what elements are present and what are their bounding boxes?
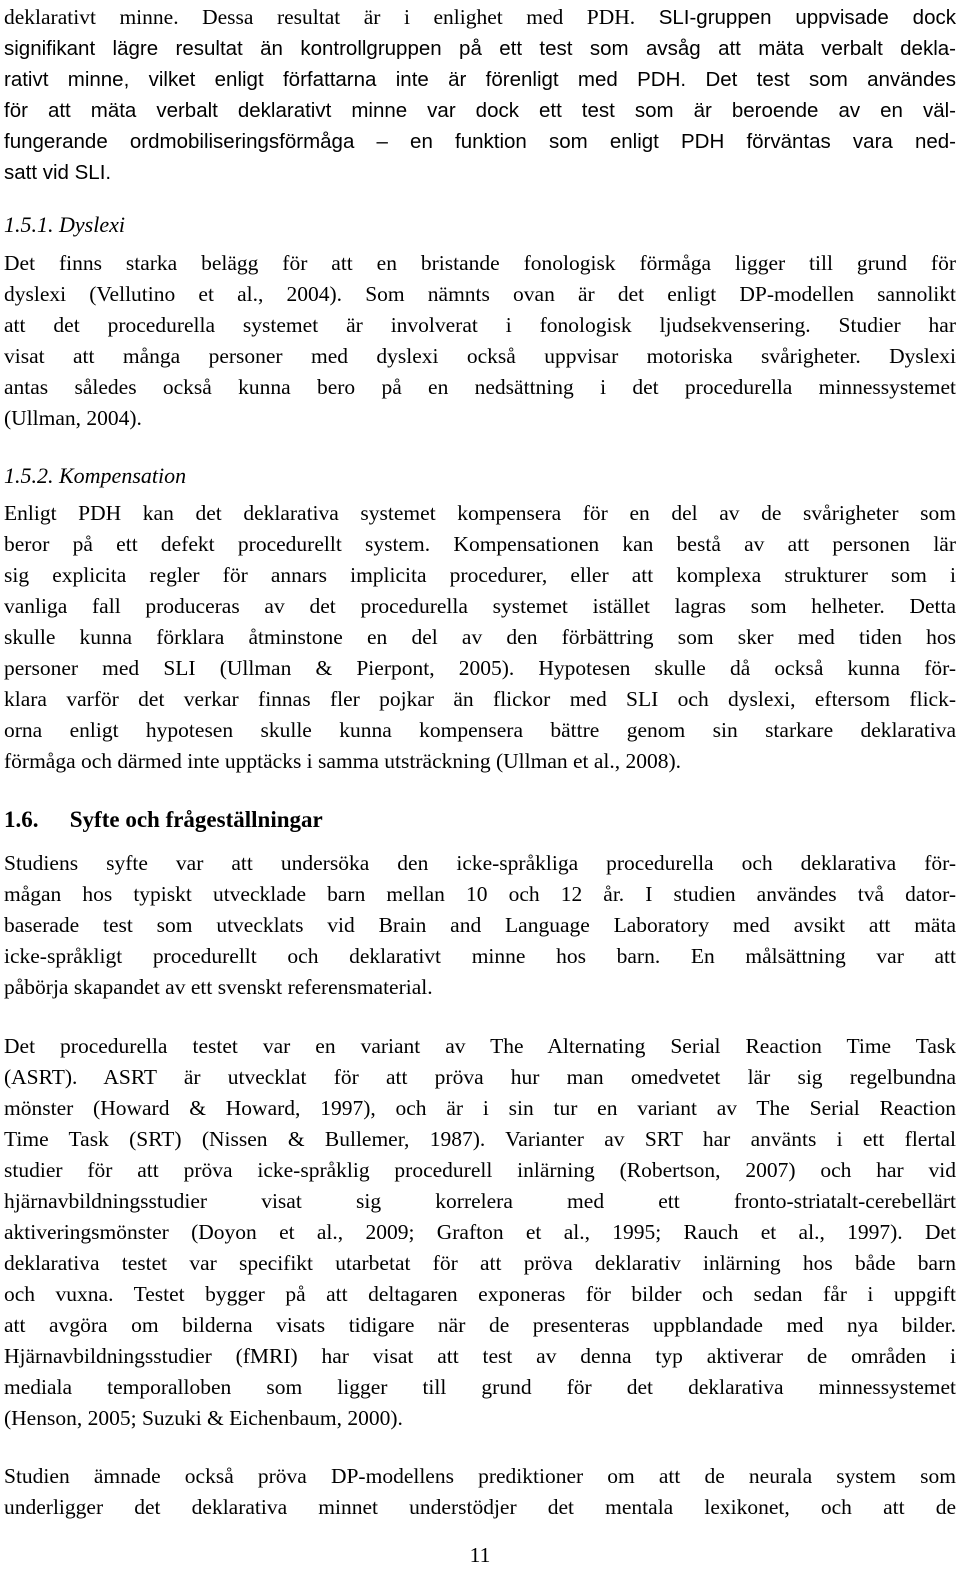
text-segment: förmåga och därmed inte upptäcks i samma utsträckning (Ullman et al., 2008). bbox=[4, 749, 682, 773]
text-segment: aktiveringsmönster (Doyon et al., 2009; Grafton et al., 1995; Rauch et al., 1997). bbox=[4, 1220, 925, 1244]
text-line bbox=[4, 279, 956, 310]
text-line bbox=[4, 2, 956, 33]
text-segment: Enligt PDH kan det deklarativa systemet kompensera för en del av de svårigheter som bbox=[4, 501, 956, 525]
text-segment: dyslexi (Vellutino et al., 2004). bbox=[4, 282, 366, 306]
text-segment: Studiens syfte var att undersöka den icke-språkliga procedurella och deklarativa för- bbox=[4, 851, 956, 875]
page-number: 11 bbox=[469, 1543, 491, 1567]
text-segment: fungerande ordmobiliseringsförmåga – en funktion som enligt PDH förväntas vara ned- bbox=[4, 130, 956, 153]
text-segment: Varianter av SRT har använts i ett flertal bbox=[505, 1127, 956, 1151]
text-line bbox=[4, 33, 956, 64]
section-number: 1.5.1. bbox=[4, 212, 54, 237]
text-line bbox=[4, 715, 956, 746]
text-segment: klara varför det verkar finnas fler pojkar än flickor med SLI och dyslexi, eftersom flick- bbox=[4, 687, 956, 711]
paragraph-pdh-results bbox=[4, 2, 956, 188]
text-line bbox=[4, 126, 956, 157]
text-segment: deklarativa testet var specifikt utarbetat för att pröva deklarativ inlärning hos både barn bbox=[4, 1251, 956, 1275]
text-segment: Dyslexi bbox=[889, 344, 956, 368]
text-segment: satt vid SLI. bbox=[4, 161, 112, 184]
text-segment: Testet bygger på att deltagaren exponeras för bilder och sedan får i uppgift bbox=[133, 1282, 957, 1306]
paragraph-dp-modellen bbox=[4, 1461, 956, 1523]
text-segment: Detta bbox=[909, 594, 956, 618]
text-segment: Hypotesen skulle då också kunna för- bbox=[538, 656, 956, 680]
text-line bbox=[4, 848, 956, 879]
text-line bbox=[4, 1341, 956, 1372]
text-line bbox=[4, 1217, 956, 1248]
text-segment: (Ullman, 2004). bbox=[4, 406, 142, 430]
text-segment: sig explicita regler för annars implicita procedurer, eller att komplexa strukturer som i bbox=[4, 563, 956, 587]
text-segment: för att mäta verbalt deklarativt minne var dock ett test som är beroende av en väl- bbox=[4, 99, 956, 122]
text-segment: Studier har bbox=[838, 313, 956, 337]
text-segment: I studien användes två dator- bbox=[645, 882, 956, 906]
section-heading-1-5-1 bbox=[4, 210, 956, 240]
text-segment: underligger det deklarativa minnet understödjer det mentala lexikonet, och att de bbox=[4, 1495, 956, 1519]
text-segment: att avgöra om bilderna visats tidigare när de presenteras uppblandade med nya bilder. bbox=[4, 1313, 956, 1337]
text-segment: skulle kunna förklara åtminstone en del av den förbättring som sker med tiden hos bbox=[4, 625, 956, 649]
text-line bbox=[4, 1186, 956, 1217]
text-segment: mågan hos typiskt utvecklade barn mellan 10 och 12 år. bbox=[4, 882, 646, 906]
text-segment: (Henson, 2005; Suzuki & Eichenbaum, 2000). bbox=[4, 1406, 403, 1430]
text-line bbox=[4, 746, 956, 777]
text-line bbox=[4, 1492, 956, 1523]
text-line bbox=[4, 1062, 956, 1093]
paragraph-kompensation bbox=[4, 498, 956, 777]
text-line bbox=[4, 529, 956, 560]
text-line bbox=[4, 910, 956, 941]
text-line bbox=[4, 1248, 956, 1279]
text-segment: Som nämnts ovan är det enligt DP-modellen sannolikt bbox=[365, 282, 956, 306]
text-line bbox=[4, 1310, 956, 1341]
text-line bbox=[4, 622, 956, 653]
text-segment: Det finns starka belägg för att en bristande fonologisk förmåga ligger till grund för bbox=[4, 251, 956, 275]
text-segment: hjärnavbildningsstudier visat sig korrelera med ett fronto-striatalt-cerebellärt bbox=[4, 1189, 956, 1213]
text-segment: påbörja skapandet av ett svenskt referensmaterial. bbox=[4, 975, 433, 999]
section-number: 1.6. bbox=[4, 807, 39, 832]
text-segment: icke-språkligt procedurellt och deklarativt minne hos barn. bbox=[4, 944, 691, 968]
text-segment: baserade test som utvecklats vid Brain and Language Laboratory med avsikt att mäta bbox=[4, 913, 956, 937]
text-segment: En målsättning var att bbox=[690, 944, 957, 968]
text-segment: vanliga fall produceras av det procedurella systemet istället lagras som helheter. bbox=[4, 594, 910, 618]
text-segment: studier för att pröva icke-språklig procedurell inlärning (Robertson, 2007) och har vid bbox=[4, 1158, 956, 1182]
text-segment: antas således också kunna bero på en nedsättning i det procedurella minnessystemet bbox=[4, 375, 956, 399]
text-line bbox=[4, 1155, 956, 1186]
paragraph-dyslexi bbox=[4, 248, 956, 434]
text-line bbox=[4, 684, 956, 715]
text-segment: Det bbox=[924, 1220, 956, 1244]
text-line bbox=[4, 560, 956, 591]
section-title: Kompensation bbox=[59, 463, 187, 488]
paragraph-procedurella-testet bbox=[4, 1031, 956, 1434]
text-line bbox=[4, 498, 956, 529]
text-line bbox=[4, 248, 956, 279]
text-line bbox=[4, 95, 956, 126]
text-segment: visat att många personer med dyslexi också uppvisar motoriska svårigheter. bbox=[4, 344, 890, 368]
text-line bbox=[4, 310, 956, 341]
text-segment: (ASRT). bbox=[4, 1065, 104, 1089]
text-line bbox=[4, 372, 956, 403]
text-line bbox=[4, 403, 956, 434]
text-segment: beror på ett defekt procedurellt system. bbox=[4, 532, 454, 556]
text-line bbox=[4, 1093, 956, 1124]
section-title: Dyslexi bbox=[59, 212, 125, 237]
text-segment: Det procedurella testet var en variant av The Alternating Serial Reaction Time Task bbox=[4, 1034, 956, 1058]
text-line bbox=[4, 1403, 956, 1434]
text-line bbox=[4, 1461, 956, 1492]
section-heading-1-6 bbox=[4, 805, 956, 835]
text-line bbox=[4, 1279, 956, 1310]
text-segment: och vuxna. bbox=[4, 1282, 134, 1306]
text-segment: Hjärnavbildningsstudier (fMRI) har visat att test av denna typ aktiverar de områden i bbox=[4, 1344, 956, 1368]
text-segment: Kompensationen kan bestå av att personen lär bbox=[453, 532, 956, 556]
text-segment: orna enligt hypotesen skulle kunna kompensera bättre genom sin starkare deklarativa bbox=[4, 718, 956, 742]
text-line bbox=[4, 591, 956, 622]
text-segment: ASRT är utvecklat för att pröva hur man omedvetet lär sig regelbundna bbox=[103, 1065, 956, 1089]
text-line bbox=[4, 1372, 956, 1403]
section-number: 1.5.2. bbox=[4, 463, 54, 488]
text-segment: signifikant lägre resultat än kontrollgruppen på ett test som avsåg att mäta verbalt dekla- bbox=[4, 37, 956, 60]
text-segment: Time Task (SRT) (Nissen & Bullemer, 1987). bbox=[4, 1127, 506, 1151]
text-line bbox=[4, 1124, 956, 1155]
text-segment: deklarativt minne. Dessa resultat är i enlighet med PDH. bbox=[4, 5, 659, 29]
text-line bbox=[4, 1031, 956, 1062]
text-line bbox=[4, 972, 956, 1003]
text-line bbox=[4, 157, 956, 188]
text-line bbox=[4, 941, 956, 972]
text-segment: mönster (Howard & Howard, 1997), och är i sin tur en variant av The Serial Reaction bbox=[4, 1096, 956, 1120]
section-title: Syfte och frågeställningar bbox=[69, 807, 323, 832]
section-heading-1-5-2 bbox=[4, 461, 956, 491]
text-segment: SLI-gruppen uppvisade dock bbox=[658, 6, 956, 29]
text-segment: personer med SLI (Ullman & Pierpont, 2005). bbox=[4, 656, 539, 680]
paragraph-syfte bbox=[4, 848, 956, 1003]
text-segment: att det procedurella systemet är involverat i fonologisk ljudsekvensering. bbox=[4, 313, 839, 337]
text-segment: rativt minne, vilket enligt författarna inte är förenligt med PDH. Det test som användes bbox=[4, 68, 956, 91]
text-segment: mediala temporalloben som ligger till grund för det deklarativa minnessystemet bbox=[4, 1375, 956, 1399]
text-line bbox=[4, 653, 956, 684]
text-line bbox=[4, 341, 956, 372]
text-line bbox=[4, 879, 956, 910]
text-line bbox=[4, 64, 956, 95]
text-segment: Studien ämnade också pröva DP-modellens prediktioner om att de neurala system som bbox=[4, 1464, 956, 1488]
